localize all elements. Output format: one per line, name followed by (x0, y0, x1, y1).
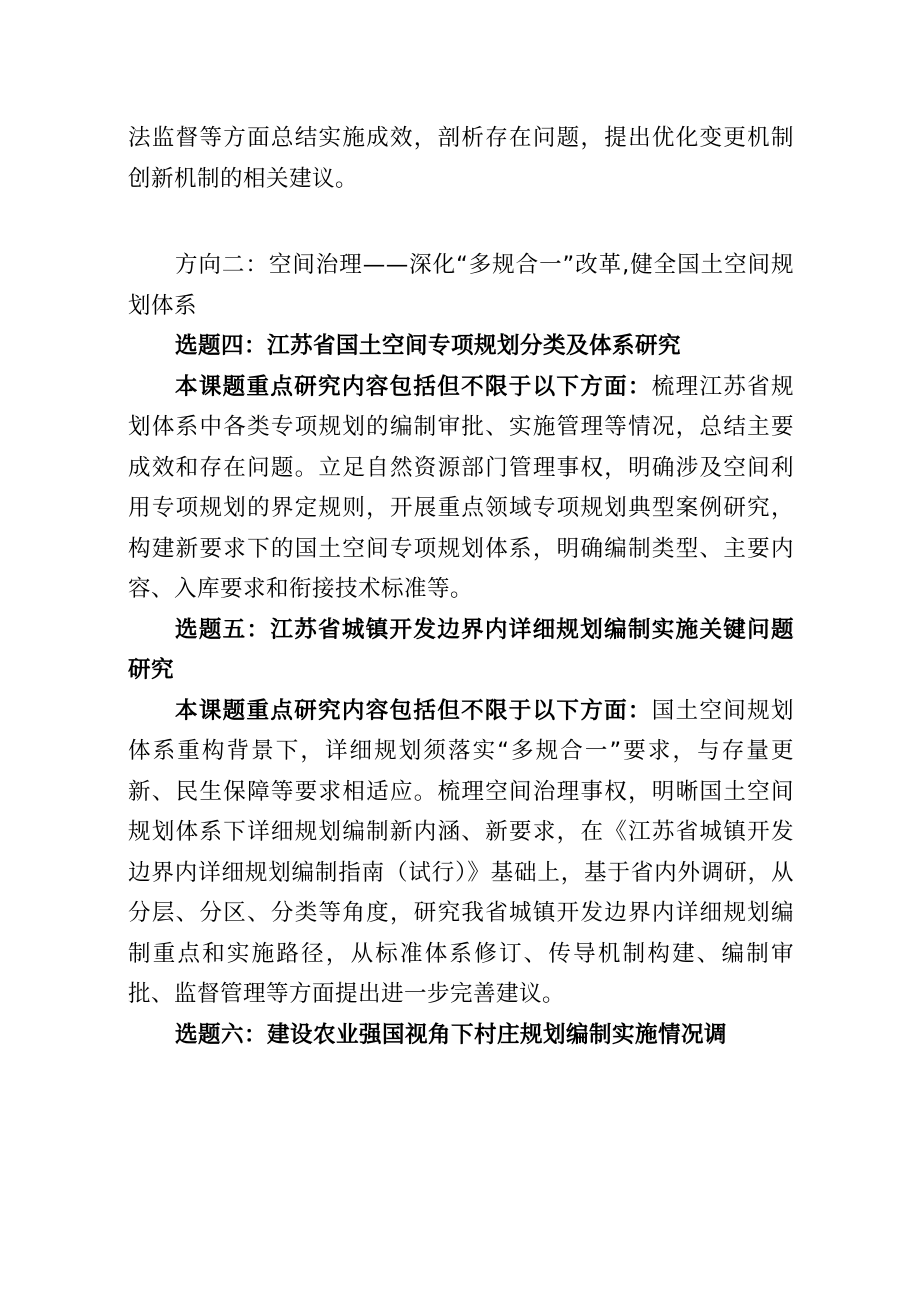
paragraph-continuation: 法监督等方面总结实施成效，剖析存在问题，提出优化变更机制创新机制的相关建议。 (128, 125, 794, 192)
topic-four-body: 梳理江苏省规划体系中各类专项规划的编制审批、实施管理等情况，总结主要成效和存在问题。立足自然资源部门管理事权，明确涉及空间利用专项规划的界定规则，开展重点领域专项规划典型案例研究，构建新要求下的国土空间专项规划体系，明确编制类型、主要内容、入库要求和衔接技术标准等。 (128, 373, 794, 602)
direction-two-heading: 方向二：空间治理——深化“多规合一”改革,健全国土空间规划体系 (128, 252, 794, 319)
topic-five-heading: 选题五：江苏省城镇开发边界内详细规划编制实施关键问题研究 (128, 616, 794, 683)
topic-five-body: 国土空间规划体系重构背景下，详细规划须落实“多规合一”要求，与存量更新、民生保障等要求相适应。梳理空间治理事权，明晰国土空间规划体系下详细规划编制新内涵、新要求，在《江苏省城镇开发边界内详细规划编制指南（试行）》基础上，基于省内外调研，从分层、分区、分类等角度，研究我省城镇开发边界内详细规划编制重点和实施路径，从标准体系修订、传导机制构建、编制审批、监督管理等方面提出进一步完善建议。 (128, 697, 794, 1007)
topic-five-content (128, 691, 794, 1015)
topic-six-heading: 选题六：建设农业强国视角下村庄规划编制实施情况调 (175, 1021, 728, 1048)
document-page (128, 118, 794, 1055)
topic-four-lead: 本课题重点研究内容包括但不限于以下方面： (175, 373, 652, 400)
topic-four-content (128, 367, 794, 610)
topic-five-lead: 本课题重点研究内容包括但不限于以下方面： (175, 697, 652, 724)
topic-four-heading: 选题四：江苏省国土空间专项规划分类及体系研究 (175, 333, 682, 359)
